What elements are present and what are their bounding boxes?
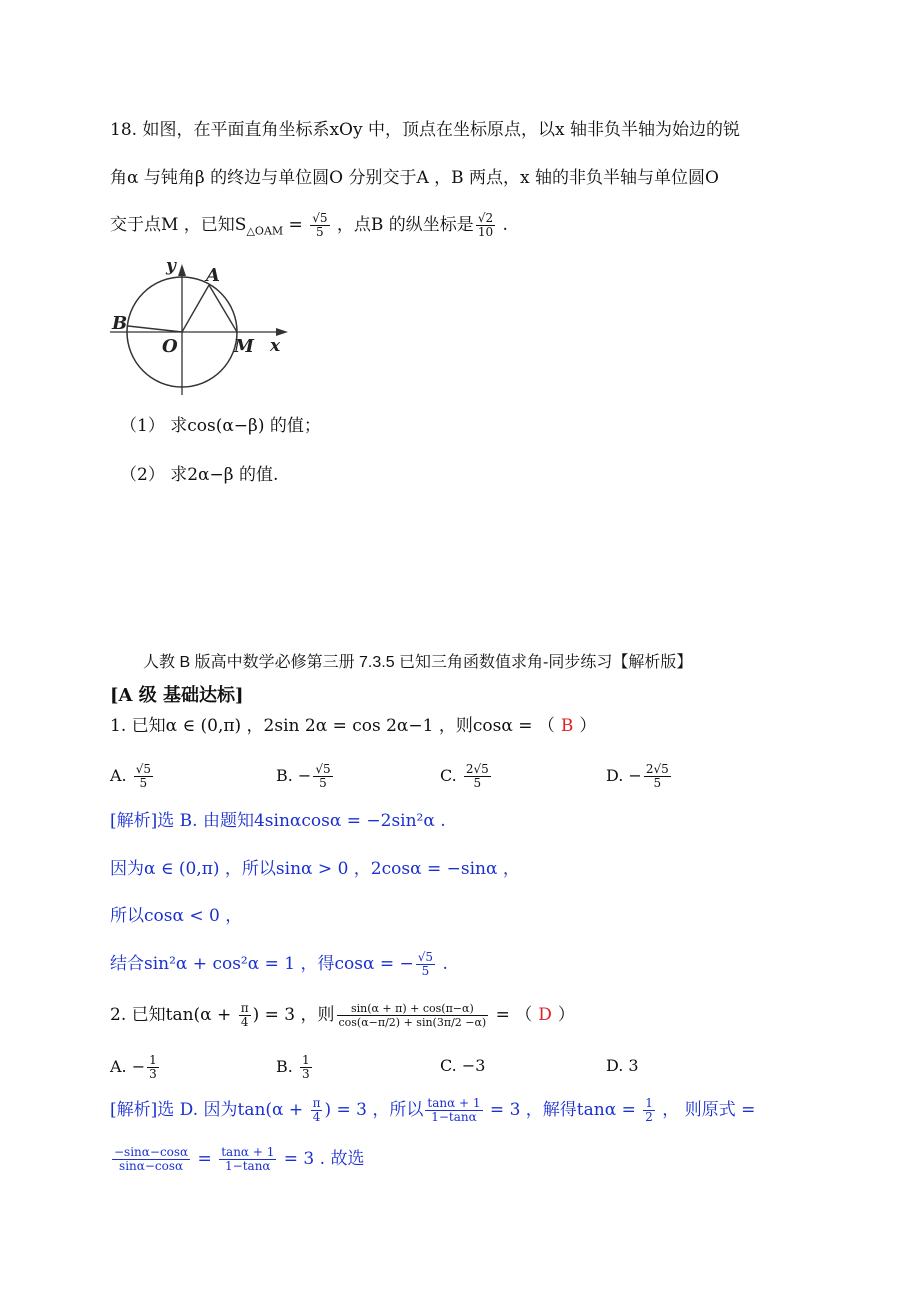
text: = 3 ，解得tanα = [484, 1100, 642, 1120]
answer-badge: D [538, 1005, 552, 1025]
q2-option-c: C. −3 [440, 1056, 486, 1075]
text: . [497, 215, 508, 235]
denominator: 3 [149, 1067, 157, 1081]
x-axis-arrow [276, 328, 288, 336]
fraction [311, 1097, 323, 1124]
numerator: tanα + 1 [427, 1096, 481, 1110]
fraction [134, 763, 153, 790]
q1-option-c [440, 763, 493, 790]
point-m-label: M [234, 336, 254, 357]
fraction [112, 1146, 190, 1173]
problem-18-part-2: （2） 求2α−β 的值. [120, 465, 279, 485]
q2-option-a [110, 1054, 161, 1081]
text: = [283, 215, 309, 235]
document-title: 人教 B 版高中数学必修第三册 7.3.5 已知三角函数值求角-同步练习【解析版】 [143, 654, 693, 671]
fraction [416, 951, 435, 978]
numerator: 1 [149, 1053, 157, 1067]
denominator: 10 [477, 225, 494, 239]
option-label: B. [276, 1057, 293, 1076]
text: = （ [490, 1005, 533, 1025]
fraction [239, 1002, 251, 1029]
denominator: 1−tanα [431, 1110, 477, 1124]
y-label: y [166, 256, 176, 276]
q1-option-d [606, 763, 673, 790]
option-label: A. − [110, 1057, 146, 1076]
text: ， 则原式 = [656, 1100, 756, 1120]
option-label: B. − [276, 766, 312, 785]
fraction [464, 763, 491, 790]
problem-18-line-3 [110, 212, 508, 243]
segment-am [209, 285, 237, 332]
numerator: tanα + 1 [221, 1145, 275, 1159]
answer-badge: B [560, 716, 574, 736]
denominator: 4 [312, 1110, 321, 1124]
q1-option-a [110, 763, 155, 790]
q2-option-d: D. 3 [606, 1056, 639, 1075]
fraction [643, 1097, 655, 1124]
denominator: 5 [316, 225, 324, 239]
text: ） [579, 716, 597, 736]
denominator: 5 [473, 776, 482, 790]
q1-stem [110, 714, 596, 738]
option-label: D. − [606, 766, 642, 785]
q2-solution-1 [110, 1097, 755, 1124]
ray-ob [128, 326, 182, 332]
denominator: 5 [421, 964, 430, 978]
numerator: √5 [135, 762, 152, 776]
q1-option-b [276, 763, 335, 790]
text: [解析]选 D. 因为tan(α + [110, 1100, 309, 1120]
fraction [644, 763, 671, 790]
text: ) = 3 ，则 [252, 1005, 335, 1025]
fraction [337, 1002, 489, 1029]
text: = 3 . 故选 [278, 1149, 365, 1169]
q1-solution-1: [解析]选 B. 由题知4sinαcosα = −2sin²α . [110, 811, 446, 831]
numerator: √2 [477, 211, 494, 225]
q1-solution-2: 因为α ∈ (0,π) ，所以sinα > 0 ，2cosα = −sinα ， [110, 859, 520, 879]
x-label: x [270, 336, 281, 356]
text: = [192, 1149, 218, 1169]
unit-circle-figure [110, 255, 300, 400]
text: 1. 已知α ∈ (0,π) ，2sin 2α = cos 2α−1 ，则cosα = （ [110, 716, 555, 736]
q2-stem [110, 1002, 575, 1029]
denominator: 1−tanα [225, 1159, 271, 1173]
fraction [300, 1054, 312, 1081]
numerator: π [240, 1001, 249, 1015]
problem-18-part-1: （1） 求cos(α−β) 的值； [120, 416, 321, 436]
numerator: −sinα−cosα [114, 1145, 189, 1159]
fraction [310, 212, 329, 239]
text: ) = 3 ，所以 [324, 1100, 424, 1120]
ray-oa [182, 285, 209, 332]
option-label: C. [440, 766, 457, 785]
section-heading: [A 级 基础达标] [110, 685, 244, 706]
denominator: 3 [301, 1067, 310, 1081]
denominator: 4 [240, 1015, 249, 1029]
numerator: 1 [301, 1053, 310, 1067]
numerator: 1 [645, 1096, 653, 1110]
point-b-label: B [112, 313, 128, 334]
numerator: 2√5 [465, 762, 489, 776]
option-label: A. [110, 766, 127, 785]
problem-18-line-2: 角α 与钝角β 的终边与单位圆O 分别交于A ，B 两点，x 轴的非负半轴与单位圆O [110, 168, 719, 188]
fraction [147, 1054, 159, 1081]
text: ，点B 的纵坐标是 [331, 215, 474, 235]
text: 2. 已知tan(α + [110, 1005, 237, 1025]
subscript: △OAM [246, 224, 284, 238]
numerator: 2√5 [645, 762, 669, 776]
numerator: π [312, 1096, 321, 1110]
denominator: 5 [653, 776, 662, 790]
fraction [219, 1146, 276, 1173]
text: . [437, 954, 448, 974]
text: ） [557, 1005, 575, 1025]
fraction [476, 212, 495, 239]
problem-18-line-1: 18. 如图，在平面直角坐标系xOy 中，顶点在坐标原点，以x 轴非负半轴为始边的锐 [110, 120, 740, 140]
numerator: √5 [315, 762, 331, 776]
numerator: sin(α + π) + cos(π−α) [337, 1002, 489, 1016]
q2-option-b [276, 1054, 314, 1081]
numerator: √5 [312, 211, 328, 225]
fraction [313, 763, 332, 790]
fraction [425, 1097, 482, 1124]
point-a-label: A [206, 265, 220, 286]
denominator: 5 [319, 776, 327, 790]
q1-solution-3: 所以cosα < 0 ， [110, 906, 243, 926]
q2-solution-2 [110, 1146, 364, 1173]
numerator: √5 [417, 950, 434, 964]
q1-solution-4 [110, 951, 448, 978]
y-axis-arrow [178, 264, 186, 276]
denominator: 2 [645, 1110, 653, 1124]
denominator: 5 [139, 776, 148, 790]
denominator: cos(α−π/2) + sin(3π/2 −α) [338, 1016, 487, 1029]
text: 交于点M ，已知S [110, 215, 247, 235]
text: 结合sin²α + cos²α = 1 ，得cosα = − [110, 954, 414, 974]
denominator: sinα−cosα [119, 1159, 184, 1173]
origin-label: O [162, 336, 178, 357]
